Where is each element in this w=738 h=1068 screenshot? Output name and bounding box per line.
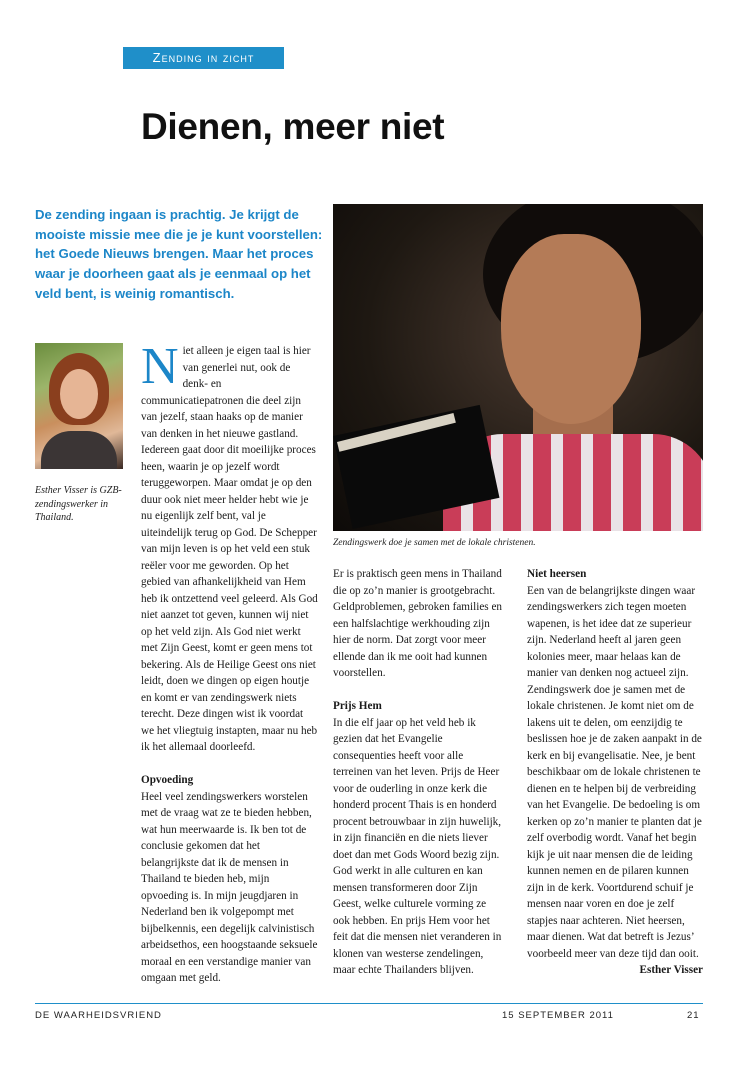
footer-date: 15 SEPTEMBER 2011 [502, 1010, 614, 1021]
body-paragraph: Heel veel zendingswerkers worstelen met de vraag wat ze te bieden hebben, wat hun meerwaarde is. Ik ben tot de conclusie gekomen dat het belangrijkste dat ik de mensen in Thailand te bieden heb, mijn opvoeding is. In mijn jeugdjaren in Nederland ben ik volgepompt met bijbelkennis, een degelijk calvinistisch arbeidsethos, een hoogstaande seksuele moraal en een verstandige manier van omgaan met geld. [141, 790, 318, 984]
lead-paragraph: De zending ingaan is prachtig. Je krijgt de mooiste missie mee die je je kunt voorstellen: het Goede Nieuws brengen. Maar het proces waar je doorheen gaat als je eenmaal op het veld bent, is weinig romantisch. [35, 207, 323, 301]
body-paragraph: Een van de belangrijkste dingen waar zendingswerkers zich tegen moeten wapenen, is het idee dat ze superieur zijn. Nederland heeft al jaren geen kolonies meer, maar helaas kan de manier van denken nog actueel zijn. [527, 584, 696, 679]
main-photo [333, 204, 703, 531]
footer-divider [35, 1003, 703, 1004]
author-signature: Esther Visser [639, 964, 703, 976]
body-column-2 [333, 566, 505, 979]
page-number: 21 [687, 1010, 700, 1021]
body-paragraph: Zendingswerk doe je samen met de lokale christenen. Je komt niet om de lakens uit te delen, om eenzijdig te beslissen hoe je de zaken aanpakt in de kerk en bij evangelisatie. Nee, je bent beschikbaar om de lokale christenen te dienen en te helpen bij de verbreiding van het Evangelie. De bedoeling is om kerken op zo’n manier te planten dat je zelf overbodig wordt. Vanaf het begin kijk je uit naar mensen die de leiding kunnen nemen en de pilaren kunnen zijn in de kerk. Voortdurend schuif je mensen naar voren en doe je zelf stapjes naar achteren. Niet heersen, maar dienen. Wat dat betreft is Jezus’ voorbeeld meer van deze tijd dan ooit. [527, 683, 702, 960]
author-caption: Esther Visser is GZB-zendingswerker in Thailand. [35, 485, 122, 523]
subhead-prijs-hem: Prijs Hem [333, 700, 382, 712]
subhead-niet-heersen: Niet heersen [527, 568, 587, 580]
headline: Dienen, meer niet [141, 106, 445, 147]
body-paragraph: Er is praktisch geen mens in Thailand die op zo’n manier is grootgebracht. Geldproblemen, gebroken families en een halfslachtige werkhouding zijn hier de norm. Dat zorgt voor meer ellende dan ik me ooit had kunnen voorstellen. [333, 568, 502, 679]
author-photo [35, 343, 123, 469]
section-label: Zending in zicht [123, 47, 284, 69]
body-paragraph: Niet alleen je eigen taal is hier van generlei nut, ook de denk- en communicatiepatronen die deel zijn van jezelf, staan haaks op de manier van denken in het nieuwe gastland. Iedereen gaat door dit moeilijke proces heen, waarin je op jezelf wordt teruggeworpen. Maar omdat je op den duur ook niet meer helder hebt wie je nu eigenlijk zelf bent, val je uiteindelijk terug op God. De Schepper van mijn leven is op het veld een stuk reëler voor me geworden. Op het gebied van afhankelijkheid van Hem heb ik ontzettend veel geleerd. Als God niet aanzet tot geven, kunnen wij niet op het veld zijn. Als God niet werkt met Zijn Geest, komt er geen mens tot bekering. Als de Heilige Geest ons niet leidt, doen we dingen op eigen houtje en komt er van zendingswerk niets terecht. Deze dingen wist ik voordat we het vliegtuig instapten, maar nu heb ik het allemaal doorleefd. [141, 338, 318, 753]
body-column-1 [141, 338, 318, 987]
footer-publication: DE WAARHEIDSVRIEND [35, 1010, 162, 1021]
body-paragraph: In die elf jaar op het veld heb ik gezien dat het Evangelie consequenties heeft voor alle terreinen van het leven. Prijs de Heer voor de ouderling in onze kerk die honderd procent Thais is en honderd procent betrouwbaar in zijn huwelijk, in zijn financiën en die niets liever doet dan met Gods Woord bezig zijn. God werkt in alle culturen en kan mensen transformeren door Zijn Geest, welke culturele vorming ze ook hebben. En prijs Hem voor het feit dat die mensen niet veranderen in klonen van westerse zendelingen, maar echte Thailanders blijven. [333, 716, 502, 976]
drop-cap: N [141, 338, 179, 395]
subhead-opvoeding: Opvoeding [141, 774, 194, 786]
photo-caption: Zendingswerk doe je samen met de lokale christenen. [333, 538, 536, 548]
body-column-3 [527, 566, 703, 979]
